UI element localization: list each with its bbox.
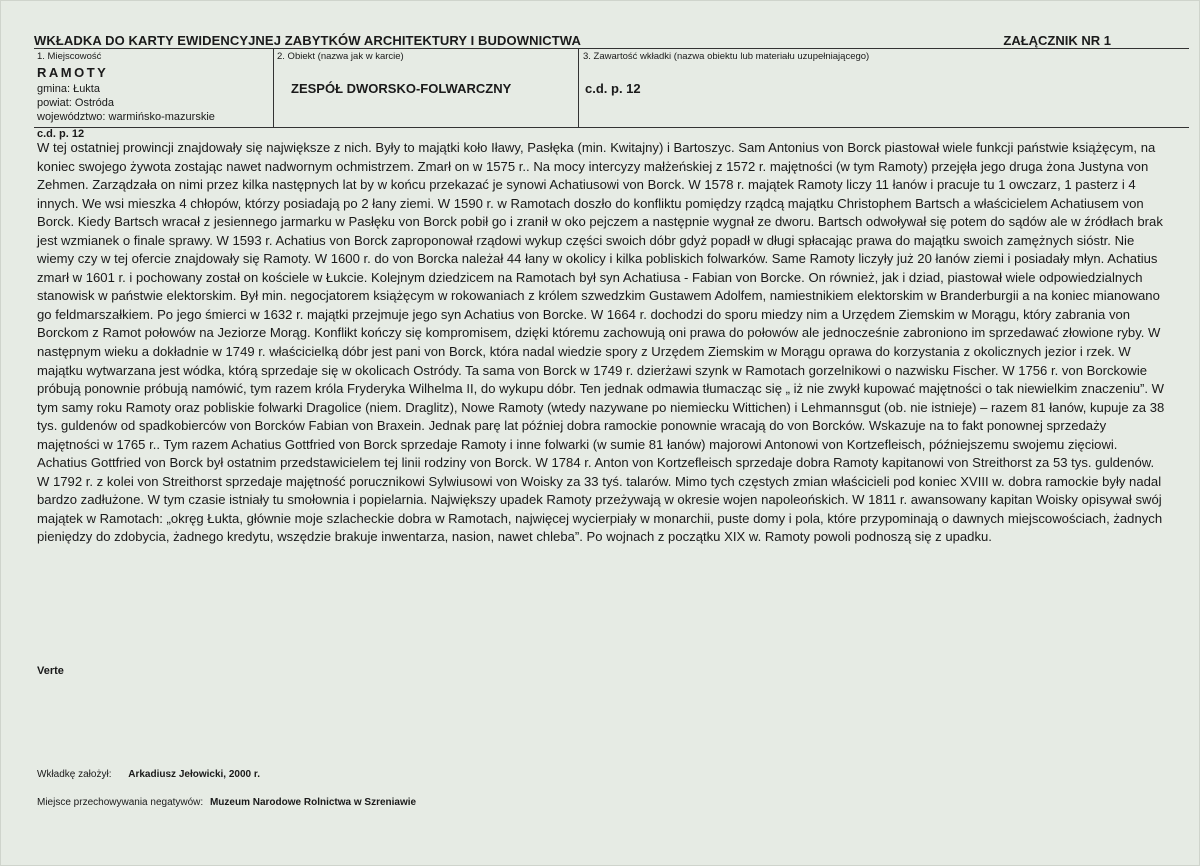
historical-text: W tej ostatniej prowincji znajdowały się największe z nich. Były to majątki koło Iławy, Pasłęka (min. Kwitajny) i Bartoszyc. Sam Antonius von Borck piastował wiele funkcji państwie książęcym, na koniec swojego żywota zostając nawet nadwornym ochmistrzem. Zmarł on w 1575 r.. Na mocy intercyzy małżeńskiej z 1572 r. majętności (w tym Ramoty) przejęła jego druga żona Justyna von Zehmen. Zarządzała on nimi przez kilka następnych lat by w końcu przekazać je synowi Achatiusowi von Borck. W 1578 r. majątek Ramoty liczy 11 łanów i pracuje tu 1 owczarz, 1 pasterz i 4 innych. We wsi mieszka 4 chłopów, którzy posiadają po 2 łany ziemi. W 1590 r. w Ramotach doszło do konfliktu pomiędzy rządcą majątku Christophem Bartsch a właścicielem Achatiusem von Borck. Kiedy Bartsch wracał z jesiennego jarmarku w Pasłęku von Borck pobił go i zranił w oko pejczem a następnie wygnał ze dworu. Bartsch odwoływał się potem do sądów ale w źródłach brak jest wzmianek o finale sprawy. W 1593 r. Achatius von Borck zaproponował rządowi wykup części swoich dóbr gdyż popadł w długi spłacając prawa do majątku swoich zamężnych sióstr. Nie wiemy czy w tej ofercie znajdowały się Ramoty. W 1600 r. do von Borcka należał 44 łany w okolicy i kilka pobliskich folwarków. Same Ramoty liczyły już 20 łanów ziemi i posiadały młyn. Achatius zmarł w 1601 r. i pochowany został on kościele w Łukcie. Kolejnym dziedzicem na Ramotach był syn Achatiusa - Fabian von Borcke. On również, jak i dziad, piastował wiele odpowiedzialnych stanowisk w państwie elektorskim. Był min. negocjatorem książęcym w rokowaniach z królem szwedzkim Gustawem Adolfem, namiestnikiem elektorskim w Branderburgii a na koniec mianowano go feldmarszałkiem. Po jego śmierci w 1632 r. majątki przejmuje jego syn Achatius von Borcke. W 1664 r. dochodzi do sporu miedzy nim a Urzędem Ziemskim w Morągu, który zabrania von Borckom z Ramot połowów na Jeziorze Morąg. Konflikt kończy się kompromisem, dzięki któremu zachowują oni prawa do połowów ale jednocześnie zabroniono im sprzedawać złowione ryby. W następnym wieku a dokładnie w 1749 r. właścicielką dóbr jest pani von Borck, która nadal wiedzie spory z Urzędem Ziemskim w Morągu oprawa do korzystania z okolicznych jezior i rzek. W majątku wytwarzana jest wódka, którą sprzedaje się w okolicach Ostródy. Ta sama von Borck w 1749 r. dzierżawi szynk w Ramotach gorzelnikowi o nazwisku Fischer. W 1756 r. von Borckowie próbują ponownie próbują namówić, tym razem króla Fryderyka Wilhelma II, do wykupu dóbr. Ten jednak odmawia tłumacząc się „ iż nie zwykł kupować majętności o tak niewielkim znaczeniu”. W tym samy roku Ramoty oraz pobliskie folwarki Dragolice (niem. Draglitz), Nowe Ramoty (wtedy nazywane po niemiecku Wittichen) i Lehmannsgut (ob. nie istnieje) – razem 81 łanów, kupuje za 38 tys. guldenów od spadkobierców von Borcków Fabian von Braxein. Jednak parę lat później dobra ramockie ponownie wracają do von Borcków. Wskazuje na to fakt ponownej sprzedaży majętności w 1765 r.. Tym razem Achatius Gottfried von Borck sprzedaje Ramoty i inne folwarki (w sumie 81 łanów) majorowi Antonowi von Kortzefleisch, późniejszemu swojemu zięciowi. Achatius Gottfried von Borck był ostatnim przedstawicielem tej linii rodziny von Borck. W 1784 r. Anton von Kortzefleisch sprzedaje dobra Ramoty kapitanowi von Streithorst za 53 tys. guldenów. W 1792 r. z kolei von Streithorst sprzedaje majętność porucznikowi Sylwiusowi von Woisky za 33 tyś. talarów. Mimo tych częstych zmian właścicieli pod koniec XVIII w. dobra ramockie były nadal bardzo zadłużone. W tym czasie istniały tu smołownia i popielarnia. Największy upadek Ramoty przeżywają w okresie wojen napoleońskich. W 1811 r. awansowany kapitan Woisky opisywał swój majątek w Ramotach: „okręg Łukta, głównie moje szlacheckie dobra w Ramotach, najwięcej wycierpiały w monarchii, puste domy i pola, które przypominają o dawnych miejscowościach, żadnych pieniędzy do zdobycia, żadnego kredytu, wszędzie brakuje inwentarza, nasion, nawet chleba”. Po wojnach z początku XIX w. Ramoty powoli podnoszą się z upadku. xyxy=(37,140,1165,545)
voivodeship-line: województwo: warmińsko-mazurskie xyxy=(37,111,215,123)
storage-value: Muzeum Narodowe Rolnictwa w Szreniawie xyxy=(209,797,417,808)
gmina-line: gmina: Łukta xyxy=(37,83,100,95)
object-name: ZESPÓŁ DWORSKO-FOLWARCZNY xyxy=(291,81,512,96)
storage-line xyxy=(37,797,416,808)
founder-value: Arkadiusz Jełowicki, 2000 r. xyxy=(128,769,260,780)
founder-label: Wkładkę założył: xyxy=(37,769,112,780)
contents-label: 3. Zawartość wkładki (nazwa obiektu lub materiału uzupełniającego) xyxy=(583,51,870,62)
founder-line xyxy=(37,769,260,780)
storage-label: Miejsce przechowywania negatywów: xyxy=(37,797,204,808)
contents-value: c.d. p. 12 xyxy=(585,81,641,96)
document-title: WKŁADKA DO KARTY EWIDENCYJNEJ ZABYTKÓW ARCHITEKTURY I BUDOWNICTWA xyxy=(34,33,581,48)
object-label: 2. Obiekt (nazwa jak w karcie) xyxy=(277,51,404,62)
column-divider xyxy=(273,48,274,127)
location-label: 1. Miejscowość xyxy=(37,51,102,62)
header-divider xyxy=(34,48,1189,49)
fields-divider xyxy=(34,127,1189,128)
annex-number: ZAŁĄCZNIK NR 1 xyxy=(1003,33,1111,48)
verte-label: Verte xyxy=(37,665,64,677)
powiat-line: powiat: Ostróda xyxy=(37,97,115,109)
location-name: RAMOTY xyxy=(37,65,109,80)
column-divider xyxy=(578,48,579,127)
continuation-label: c.d. p. 12 xyxy=(37,128,85,140)
